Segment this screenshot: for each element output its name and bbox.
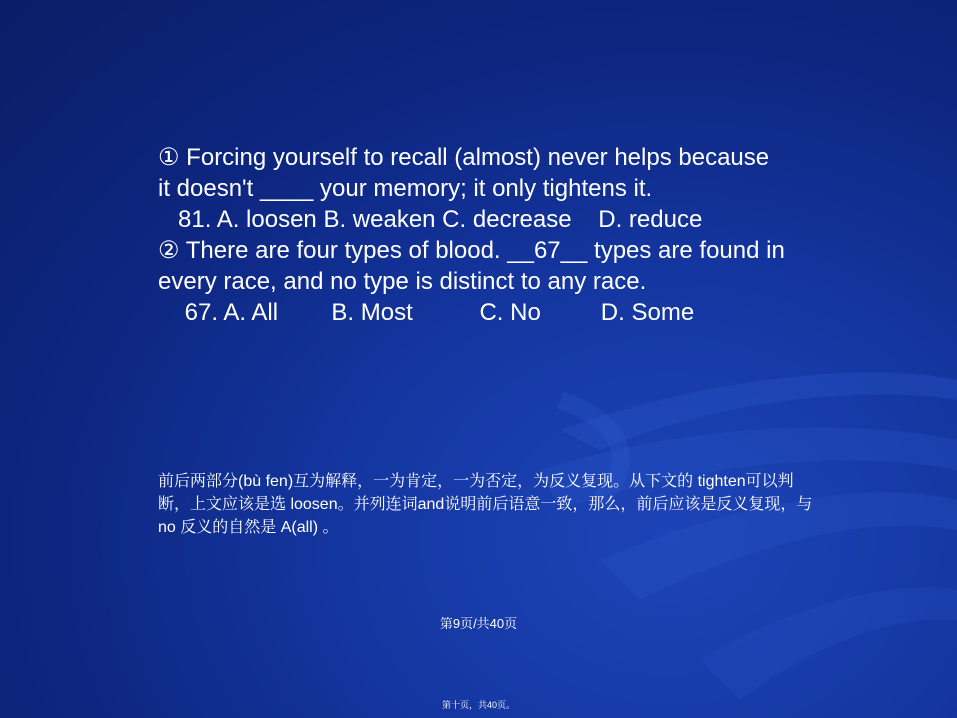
explanation-seg: loosen <box>290 496 338 513</box>
question2-options: 67. A. All B. Most C. No D. Some <box>158 299 695 326</box>
explanation-seg: A(all) <box>280 519 319 536</box>
question1-line1: ① Forcing yourself to recall (almost) never helps because <box>158 144 770 171</box>
explanation-seg: tighten <box>697 473 746 490</box>
question2-line2: every race, and no type is distinct to any race. <box>158 268 647 295</box>
page-number: 第9页/共40页 <box>439 616 518 631</box>
question2-line1: ② There are four types of blood. __67__ types are found in <box>158 237 785 264</box>
explanation-seg: (bù fen) <box>238 473 294 490</box>
explanation-seg: and <box>417 496 445 513</box>
explanation-text <box>158 470 818 539</box>
page-number-small: 第十页，共40页。 <box>441 700 515 710</box>
explanation-seg: 前后两部分 <box>158 473 239 490</box>
explanation-seg: 反义的自然是 <box>175 519 281 536</box>
question-block <box>158 142 838 328</box>
explanation-seg: 。并列连词 <box>337 496 418 513</box>
explanation-seg: no <box>158 519 176 536</box>
explanation-seg: 互为解释，一为肯定，一为否定，为反义复现。从下文的 <box>293 473 698 490</box>
explanation-seg: 可以判断，上文应该是选 <box>158 473 794 513</box>
explanation-seg: 。 <box>318 519 339 536</box>
question1-line2: it doesn't ____ your memory; it only tightens it. <box>158 175 653 202</box>
question1-options: 81. A. loosen B. weaken C. decrease D. reduce <box>158 206 703 233</box>
explanation-seg: 说明前后语意一致，那么，前后应该是反义复现，与 <box>444 496 813 513</box>
